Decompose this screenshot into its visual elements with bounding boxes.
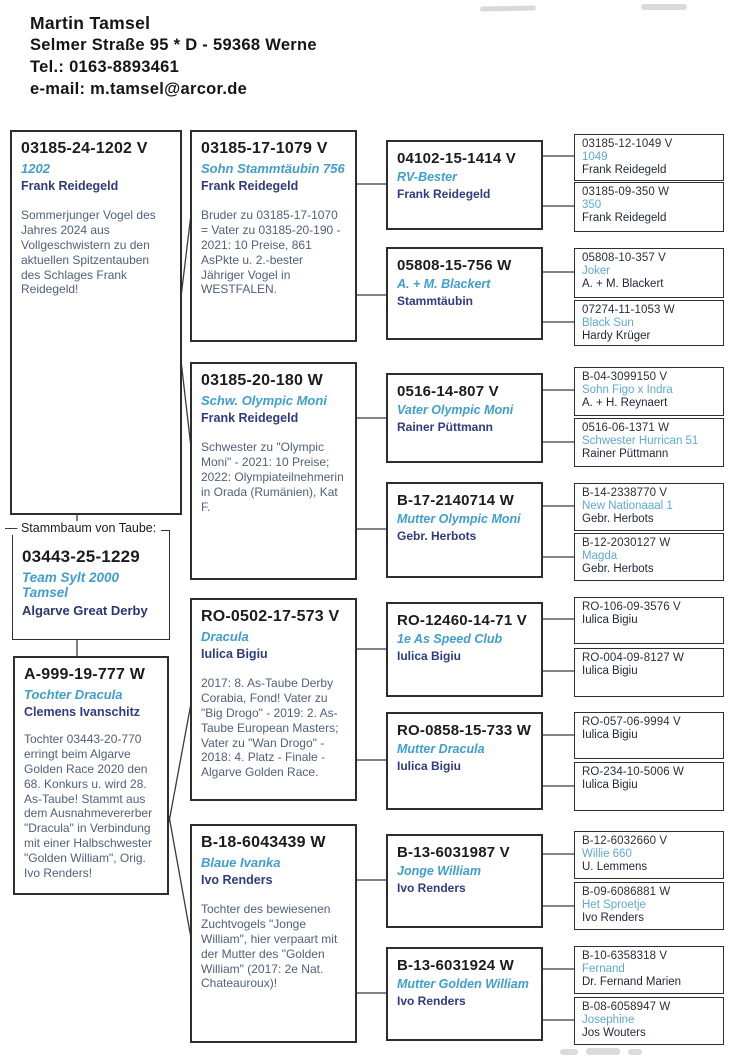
ring-number: B-18-6043439 W: [201, 834, 326, 851]
pedigree-box-gen3-2: [386, 247, 543, 340]
fancier-name: Gebr. Herbots: [397, 529, 477, 543]
ring-number: 04102-15-1414 V: [397, 150, 516, 167]
ring-number: B-08-6058947 W: [582, 1001, 671, 1013]
fancier-name: Stammtäubin: [397, 294, 474, 308]
fancier-name: Ivo Renders: [582, 912, 645, 924]
pedigree-box-gen4-15: [574, 946, 724, 994]
pedigree-box-gen2-1: [190, 130, 357, 342]
fancier-name: Dr. Fernand Marien: [582, 976, 682, 988]
fancier-name: Jos Wouters: [582, 1027, 646, 1039]
bird-name: Mutter Olympic Moni: [397, 512, 521, 526]
ring-number: B-14-2338770 V: [582, 487, 668, 499]
bird-notes: Schwester zu "Olympic Moni" - 2021: 10 Preise; 2022: Olympiateilnehmerin in Orada (Rumänien), Kat F.: [201, 440, 344, 514]
ring-number: B-12-6032660 V: [582, 835, 668, 847]
fancier-name: Algarve Great Derby: [22, 603, 148, 618]
fancier-name: Frank Reidegeld: [582, 212, 667, 224]
bird-name: 350: [582, 199, 602, 211]
fancier-name: Iulica Bigiu: [582, 779, 638, 791]
bird-name: Josephine: [582, 1014, 635, 1026]
fancier-name: Iulica Bigiu: [397, 649, 462, 663]
pedigree-box-gen3-3: [386, 373, 543, 463]
pedigree-box-gen3-1: [386, 140, 543, 230]
fancier-name: Frank Reidegeld: [21, 179, 119, 193]
ring-number: B-04-3099150 V: [582, 371, 668, 383]
pedigree-box-gen2-3: [190, 598, 357, 801]
bird-name: Magda: [582, 550, 618, 562]
pedigree-box-gen3-5: [386, 602, 543, 697]
ring-number: RO-0502-17-573 V: [201, 608, 340, 625]
bird-name: Blaue Ivanka: [201, 855, 281, 870]
ring-number: RO-12460-14-71 V: [397, 612, 527, 629]
owner-name: Martin Tamsel: [30, 13, 151, 33]
bird-name: Schwester Hurrican 51: [582, 435, 699, 447]
bird-name: Mutter Golden William: [397, 977, 529, 991]
ring-number: RO-106-09-3576 V: [582, 601, 681, 613]
bird-name: Sohn Figo x Indra: [582, 384, 673, 396]
fancier-name: Frank Reidegeld: [201, 179, 299, 193]
ring-number: 03185-12-1049 V: [582, 138, 673, 150]
fancier-name: Ivo Renders: [201, 873, 273, 887]
bird-name: New Nationaaal 1: [582, 500, 673, 512]
fancier-name: Iulica Bigiu: [582, 614, 638, 626]
ring-number: 03185-17-1079 V: [201, 140, 328, 157]
ring-number: B-13-6031924 W: [397, 957, 515, 974]
pedigree-box-gen4-8: [574, 533, 724, 581]
owner-phone: Tel.: 0163-8893461: [30, 58, 180, 76]
bird-notes: Tochter 03443-20-770 erringt beim Algarve Golden Race 2020 den 68. Konkurs u. wird 28. As-Taube! Stammt aus dem Ausnahmevererber "Dracula" in Verbindung mit einer Halbschwester "Golden William", Orig. Ivo Renders!: [24, 732, 153, 880]
ring-number: 03185-24-1202 V: [21, 140, 148, 157]
fancier-name: Frank Reidegeld: [201, 411, 299, 425]
fancier-name: Iulica Bigiu: [201, 647, 268, 661]
ring-number: 07274-11-1053 W: [582, 304, 675, 316]
fancier-name: Gebr. Herbots: [582, 563, 654, 575]
ring-number: B-13-6031987 V: [397, 844, 510, 861]
bird-name: Dracula: [201, 629, 249, 644]
fancier-name: U. Lemmens: [582, 861, 648, 873]
bird-name: Jonge William: [397, 864, 481, 878]
ring-number: A-999-19-777 W: [24, 666, 146, 683]
bird-name: Schw. Olympic Moni: [201, 393, 327, 408]
ring-number: B-17-2140714 W: [397, 492, 515, 509]
fancier-name: A. + H. Reynaert: [582, 397, 668, 409]
ring-number: RO-057-06-9994 V: [582, 716, 681, 728]
ring-number: 03185-20-180 W: [201, 372, 323, 389]
ring-number: B-10-6358318 V: [582, 950, 668, 962]
pedigree-box-gen1-sire: [10, 130, 182, 515]
ring-number: 03185-09-350 W: [582, 186, 670, 198]
bird-name: Het Sproetje: [582, 899, 646, 911]
bird-name: Tochter Dracula: [24, 687, 123, 702]
fancier-name: Rainer Püttmann: [582, 448, 669, 460]
pedigree-box-gen4-11: [574, 712, 724, 759]
pedigree-box-gen3-8: [386, 947, 543, 1041]
bird-name: Vater Olympic Moni: [397, 403, 514, 417]
pedigree-box-gen4-6: [574, 418, 724, 467]
bird-name: RV-Bester: [397, 170, 457, 184]
fancier-name: Iulica Bigiu: [582, 665, 638, 677]
pedigree-box-gen3-4: [386, 482, 543, 578]
bird-notes: Sommerjunger Vogel des Jahres 2024 aus Vollgeschwistern zu den aktuellen Spitzentauben des Schlages Frank Reidegeld!: [21, 208, 156, 297]
scan-artifact: [641, 4, 687, 10]
bird-name: Black Sun: [582, 317, 634, 329]
pedigree-box-gen4-13: [574, 831, 724, 879]
pedigree-box-gen4-10: [574, 648, 724, 697]
fancier-name: Ivo Renders: [397, 881, 466, 895]
ring-number: 03443-25-1229: [22, 547, 140, 566]
tree-label: — Stammbaum von Taube:: [5, 521, 161, 535]
bird-name: Sohn Stammtäubin 756: [201, 161, 345, 176]
bird-name: Fernand: [582, 963, 625, 975]
ring-number: RO-004-09-8127 W: [582, 652, 684, 664]
pedigree-box-gen3-7: [386, 834, 543, 928]
bird-name: Mutter Dracula: [397, 742, 485, 756]
pedigree-box-gen4-5: [574, 367, 724, 416]
fancier-name: Iulica Bigiu: [582, 729, 638, 741]
bird-notes: 2017: 8. As-Taube Derby Corabia, Fond! Vater zu "Big Drogo" - 2019: 2. As-Taube European Masters; Vater zu "Wan Drogo" - 2018: 4. Platz - Finale - Algarve Golden Race.: [201, 676, 339, 780]
ring-number: RO-0858-15-733 W: [397, 722, 532, 739]
fancier-name: Hardy Krüger: [582, 330, 651, 342]
fancier-name: Iulica Bigiu: [397, 759, 462, 773]
pedigree-box-gen4-9: [574, 597, 724, 644]
fancier-name: Frank Reidegeld: [397, 187, 491, 201]
pedigree-box-gen4-16: [574, 997, 724, 1045]
ring-number: B-09-6086881 W: [582, 886, 671, 898]
bird-notes: Bruder zu 03185-17-1070 = Vater zu 03185-20-190 - 2021: 10 Preise, 861 AsPkte u. 2.-bester Jähriger Vogel in WESTFALEN.: [201, 208, 341, 297]
pedigree-box-gen2-4: [190, 824, 357, 1043]
fancier-name: Gebr. Herbots: [582, 513, 654, 525]
scan-artifact: [586, 1048, 620, 1055]
bird-name: 1202: [21, 161, 50, 176]
bird-name: Joker: [582, 265, 611, 277]
ring-number: 05808-15-756 W: [397, 257, 512, 274]
pedigree-box-gen4-12: [574, 762, 724, 811]
owner-email: e-mail: m.tamsel@arcor.de: [30, 80, 248, 98]
bird-name: 1049: [582, 151, 608, 163]
ring-number: 05808-10-357 V: [582, 252, 666, 264]
ring-number: 0516-06-1371 W: [582, 422, 670, 434]
pedigree-box-gen1-dam: [13, 656, 169, 895]
fancier-name: Ivo Renders: [397, 994, 466, 1008]
bird-name: Team Sylt 2000 Tamsel: [22, 570, 120, 600]
fancier-name: Clemens Ivanschitz: [24, 705, 141, 719]
pedigree-box-gen4-2: [574, 182, 724, 232]
pedigree-box-gen2-2: [190, 362, 357, 580]
pedigree-box-subject: [12, 530, 170, 640]
ring-number: B-12-2030127 W: [582, 537, 671, 549]
ring-number: 0516-14-807 V: [397, 383, 499, 400]
owner-address: Selmer Straße 95 * D - 59368 Werne: [30, 36, 317, 54]
bird-name: A. + M. Blackert: [397, 277, 491, 291]
pedigree-box-gen4-3: [574, 248, 724, 298]
pedigree-box-gen4-7: [574, 483, 724, 531]
bird-name: Willie 660: [582, 848, 632, 860]
ring-number: RO-234-10-5006 W: [582, 766, 684, 778]
scan-artifact: [480, 6, 536, 12]
fancier-name: A. + M. Blackert: [582, 278, 664, 290]
pedigree-box-gen4-4: [574, 300, 724, 346]
fancier-name: Rainer Püttmann: [397, 420, 494, 434]
bird-name: 1e As Speed Club: [397, 632, 503, 646]
pedigree-box-gen3-6: [386, 712, 543, 810]
pedigree-box-gen4-14: [574, 882, 724, 930]
bird-notes: Tochter des bewiesenen Zuchtvogels "Jonge William", hier verpaart mit der Mutter des "Golden William" (2017: 2e Nat. Chateauroux)!: [201, 902, 338, 991]
fancier-name: Frank Reidegeld: [582, 164, 667, 176]
scan-artifact: [628, 1049, 642, 1055]
scan-artifact: [560, 1049, 578, 1055]
pedigree-box-gen4-1: [574, 134, 724, 181]
